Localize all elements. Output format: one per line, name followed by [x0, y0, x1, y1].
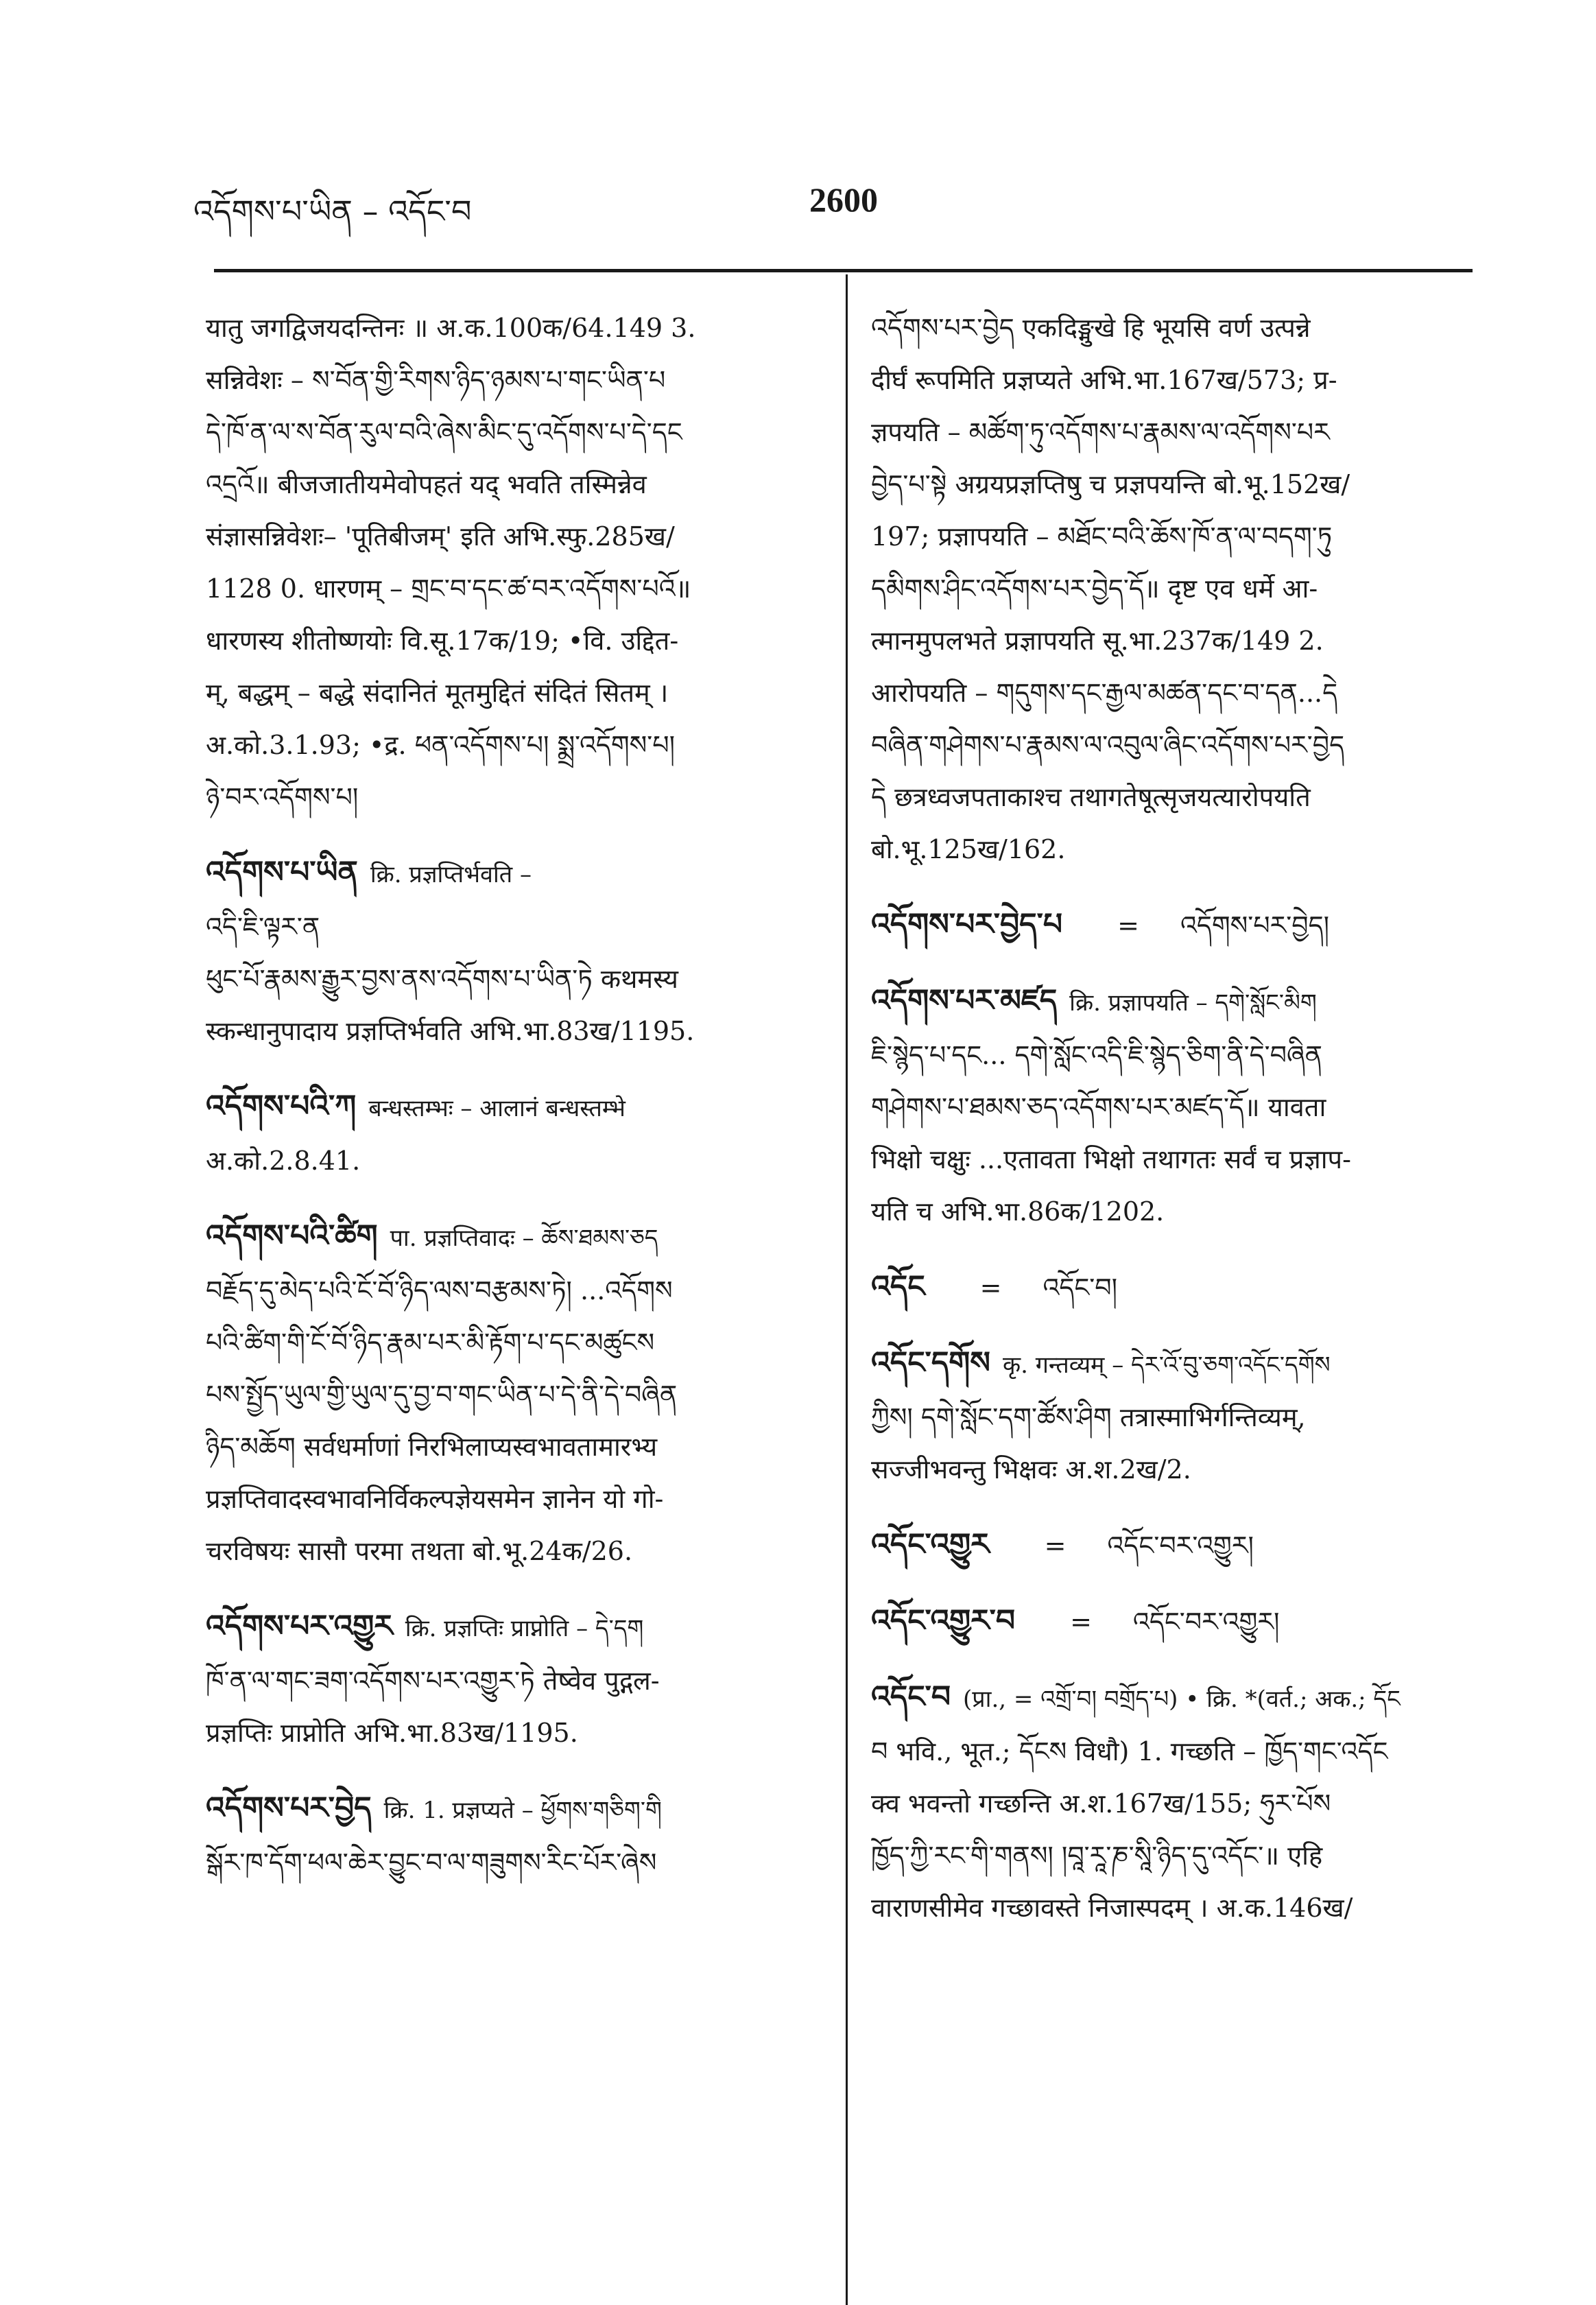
entry-line: བརྗོད་དུ་མེད་པའི་ངོ་བོ་ཉིད་ལས་བརྩམས་ཏེ། ...འདོགས — [206, 1275, 673, 1305]
entry-first-line — [871, 1671, 1475, 1725]
equals-sign: = — [979, 1273, 1002, 1303]
dictionary-entry — [871, 302, 1475, 875]
entry-line: दीर्घं रूपमिति प्रज्ञप्यते अभि.भा.167ख/573; प्र- — [871, 365, 1337, 395]
entry-line: चरविषयः सासौ परमा तथता बो.भू.24क/26. — [206, 1536, 633, 1566]
entry-line: འདོགས་པར་བྱེད एकदिङ्मुखे हि भूयसि वर्ण उत्पन्ने — [871, 313, 1311, 343]
cross-reference: འདོང་བ། — [1043, 1273, 1118, 1303]
entry-line: सन्निवेशः – ས་བོན་གྱི་རིགས་ཉིད་ཉམས་པ་གང་ཡིན་པ — [206, 365, 666, 395]
dictionary-entry — [871, 1519, 1475, 1572]
grammar-gloss: पा. प्रज्ञप्तिवादः – ཆོས་ཐམས་ཅད — [390, 1225, 658, 1252]
entry-line: ཉེ་བར་འདོགས་པ། — [206, 782, 359, 812]
entry-line: स्कन्धानुपादाय प्रज्ञप्तिर्भवति अभि.भा.83ख/1195. — [206, 1016, 695, 1046]
entry-line: པའི་ཚིག་གི་ངོ་བོ་ཉིད་རྣམ་པར་མི་རྟོག་པ་དང་མཚུངས — [206, 1327, 655, 1358]
entry-line: प्रज्ञप्तिवादस्वभावनिर्विकल्पज्ञेयसमेन ज्ञानेन यो गो- — [206, 1484, 664, 1514]
entry-line: आरोपयति – གདུགས་དང་རྒྱལ་མཚན་དང་བ་དན...དེ — [871, 678, 1338, 708]
headword: འདོང་བ — [871, 1679, 951, 1714]
entry-line: འདི་ཇི་ལྟར་ན — [206, 912, 320, 942]
entry-line: དེ छत्रध्वजपताकाश्च तथागतेषूत्सृजयत्यारोपयति — [871, 782, 1311, 812]
dictionary-entry — [206, 302, 823, 823]
entry-line: ཇི་སྙེད་པ་དང... དགེ་སློང་འདི་ཇི་སྙེད་ཅིག་ནི་དེ་བཞིན — [871, 1040, 1322, 1070]
entry-line: བ भवि., भूत.; དོངས विधौ) 1. गच्छति – ཁྱོད་གང་འདོང — [871, 1736, 1388, 1766]
entry-line: ཁྱོད་ཀྱི་རང་གི་གནས། །བཱ་རཱ་ཎ་སཱི་ཉིད་དུ་འདོང་॥ एहि — [871, 1841, 1323, 1871]
entry-first-line — [206, 1210, 823, 1264]
dictionary-entry — [206, 1600, 823, 1759]
entry-line: ཕུང་པོ་རྣམས་རྒྱུར་བྱས་ནས་འདོགས་པ་ཡིན་ཏེ कथमस्य — [206, 964, 678, 994]
entry-line: म्, बद्धम् – बद्धे संदानितं मूतमुद्दितं संदितं सितम् । — [206, 678, 669, 708]
entry-first-line — [871, 1519, 1475, 1572]
grammar-gloss: कृ. गन्तव्यम् – དེར་འོ་བུ་ཅག་འདོང་དགོས — [1002, 1351, 1331, 1379]
dictionary-entry — [871, 1671, 1475, 1934]
dictionary-entry — [871, 899, 1475, 951]
headword: འདོགས་པའི་ཚིག — [206, 1218, 378, 1253]
grammar-gloss: क्रि. प्रज्ञापयति – དགེ་སློང་མིག — [1069, 989, 1317, 1017]
entry-line: बो.भू.125ख/162. — [871, 834, 1066, 864]
entry-line: संज्ञासन्निवेशः– 'पूतिबीजम्' इति अभि.स्फु.285ख/ — [206, 521, 675, 552]
dictionary-entry — [871, 1261, 1475, 1314]
entry-line: ཀྱིས། དགེ་སློང་དག་ཚོས་ཤིག तत्रास्माभिर्गन्तिव्यम्, — [871, 1402, 1306, 1432]
entry-first-line — [871, 975, 1475, 1029]
entry-line: འདྲའོ॥ बीजजातीयमेवोपहतं यद् भवति तस्मिन्नेव — [206, 469, 647, 499]
cross-reference: འདོགས་པར་བྱེད། — [1180, 910, 1330, 941]
dictionary-entry — [206, 847, 823, 1057]
right-column — [871, 302, 1475, 1957]
headword: འདོགས་པར་བྱེད — [206, 1790, 372, 1825]
dictionary-entry — [871, 975, 1475, 1238]
grammar-gloss: बन्धस्तम्भः – आलानं बन्धस्तम्भे — [368, 1095, 626, 1122]
dictionary-entry — [206, 1782, 823, 1889]
entry-line: 197; प्रज्ञापयति – མཐོང་བའི་ཆོས་ཁོ་ན་ལ་བདག་ཏུ — [871, 521, 1333, 552]
entry-line: ཁོ་ན་ལ་གང་ཟག་འདོགས་པར་འགྱུར་ཏེ तेष्वेव पुद्गल- — [206, 1666, 660, 1696]
entry-line: त्मानमुपलभते प्रज्ञापयति सू.भा.237क/149 2. — [871, 626, 1324, 656]
running-head: འདོགས་པ་ཡིན – འདོང་བ — [193, 193, 472, 230]
headword: འདོགས་པར་བྱེད་པ — [871, 907, 1063, 942]
equals-sign: = — [1070, 1607, 1092, 1637]
headword: འདོགས་པ་ཡིན — [206, 855, 358, 890]
dictionary-entry — [871, 1595, 1475, 1648]
headword: འདོགས་པའི་ཀ — [206, 1089, 357, 1124]
entry-first-line — [871, 1337, 1475, 1391]
entry-line: སྒོར་ཁ་དོག་ཕལ་ཆེར་བྱུང་བ་ལ་གཟུགས་རིང་པོར་ཞེས — [206, 1847, 657, 1878]
grammar-gloss: (प्रा., = འགྲོ་བ། བགྲོད་པ) • क्रि. *(वर्त.; अक.; དོང — [963, 1686, 1401, 1713]
dictionary-entry — [871, 1337, 1475, 1496]
entry-line: བཞིན་གཤེགས་པ་རྣམས་ལ་འབུལ་ཞིང་འདོགས་པར་བྱེད — [871, 730, 1345, 760]
grammar-gloss: क्रि. 1. प्रज्ञप्यते – ཕྱོགས་གཅིག་གི — [383, 1797, 662, 1824]
entry-line: धारणस्य शीतोष्णयोः वि.सू.17क/19; •वि. उद्दित- — [206, 626, 679, 656]
entry-line: དམིགས་ཤིང་འདོགས་པར་བྱེད་དོ॥ दृष्ट एव धर्मे आ- — [871, 574, 1318, 604]
entry-line: པས་སྤྱོད་ཡུལ་གྱི་ཡུལ་དུ་བྱ་བ་གང་ཡིན་པ་དེ་ནི་དེ་བཞིན — [206, 1380, 678, 1410]
headword: འདོང་དགོས — [871, 1345, 990, 1380]
headword: འདོགས་པར་འགྱུར — [206, 1609, 393, 1644]
headword: འདོང་འགྱུར — [871, 1527, 990, 1562]
entry-line: བྱེད་པ་སྟེ अग्रयप्रज्ञप्तिषु च प्रज्ञपयन्ति बो.भू.152ख/ — [871, 469, 1350, 499]
entry-line: प्रज्ञप्तिः प्राप्नोति अभि.भा.83ख/1195. — [206, 1718, 578, 1748]
entry-line: वाराणसीमेव गच्छावस्ते निजास्पदम् । अ.क.146ख/ — [871, 1893, 1353, 1923]
page-number: 2600 — [809, 180, 878, 219]
headword: འདོང — [871, 1269, 925, 1304]
entry-line: यातु जगद्विजयदन्तिनः ॥ अ.क.100क/64.149 3. — [206, 313, 696, 343]
entry-line: अ.को.3.1.93; •द्र. ཕན་འདོགས་པ། སྨྲ་འདོགས་པ། — [206, 730, 676, 760]
entry-line: सज्जीभवन्तु भिक्षवः अ.श.2ख/2. — [871, 1454, 1191, 1485]
entry-line: དེ་ཁོ་ན་ལ་ས་བོན་རུལ་བའི་ཞེས་མིང་དུ་འདོགས་པ་དེ་དང — [206, 417, 682, 447]
cross-reference: འདོང་བར་འགྱུར། — [1107, 1530, 1254, 1561]
entry-first-line — [871, 899, 1475, 951]
entry-line: ཉིད་མཆོག सर्वधर्माणां निरभिलाप्यस्वभावतामारभ्य — [206, 1432, 658, 1462]
dictionary-entry — [206, 1210, 823, 1577]
entry-line: भिक्षो चक्षुः ...एतावता भिक्षो तथागतः सर्वं च प्रज्ञाप- — [871, 1144, 1351, 1174]
entry-line: क्व भवन्तो गच्छन्ति अ.श.167ख/155; ཧུར་པོས — [871, 1788, 1331, 1819]
grammar-gloss: क्रि. प्रज्ञप्तिः प्राप्नोति – དེ་དག — [405, 1615, 644, 1642]
entry-line: यति च अभि.भा.86क/1202. — [871, 1196, 1165, 1227]
left-column — [206, 302, 823, 1912]
entry-first-line — [206, 1782, 823, 1836]
equals-sign: = — [1117, 910, 1139, 941]
dictionary-entry — [206, 1080, 823, 1187]
entry-first-line — [206, 1600, 823, 1655]
entry-line: ज्ञपयति – མཚོག་ཏུ་འདོགས་པ་རྣམས་ལ་འདོགས་པར — [871, 417, 1330, 447]
entry-line: གཤེགས་པ་ཐམས་ཅད་འདོགས་པར་མཛད་དོ॥ यावता — [871, 1092, 1326, 1122]
header-rule — [214, 269, 1473, 272]
cross-reference: འདོང་བར་འགྱུར། — [1132, 1607, 1280, 1637]
entry-first-line — [871, 1261, 1475, 1314]
entry-first-line — [206, 847, 823, 901]
column-divider — [846, 274, 848, 2305]
entry-first-line — [206, 1080, 823, 1135]
entry-first-line — [871, 1595, 1475, 1648]
entry-line: अ.को.2.8.41. — [206, 1146, 361, 1176]
equals-sign: = — [1044, 1530, 1067, 1561]
headword: འདོགས་པར་མཛད — [871, 983, 1058, 1018]
entry-line: 1128 0. धारणम् – གྲང་བ་དང་ཚ་བར་འདོགས་པའོ॥ — [206, 574, 691, 604]
grammar-gloss: क्रि. प्रज्ञप्तिर्भवति – — [370, 861, 532, 888]
headword: འདོང་འགྱུར་བ — [871, 1603, 1016, 1638]
